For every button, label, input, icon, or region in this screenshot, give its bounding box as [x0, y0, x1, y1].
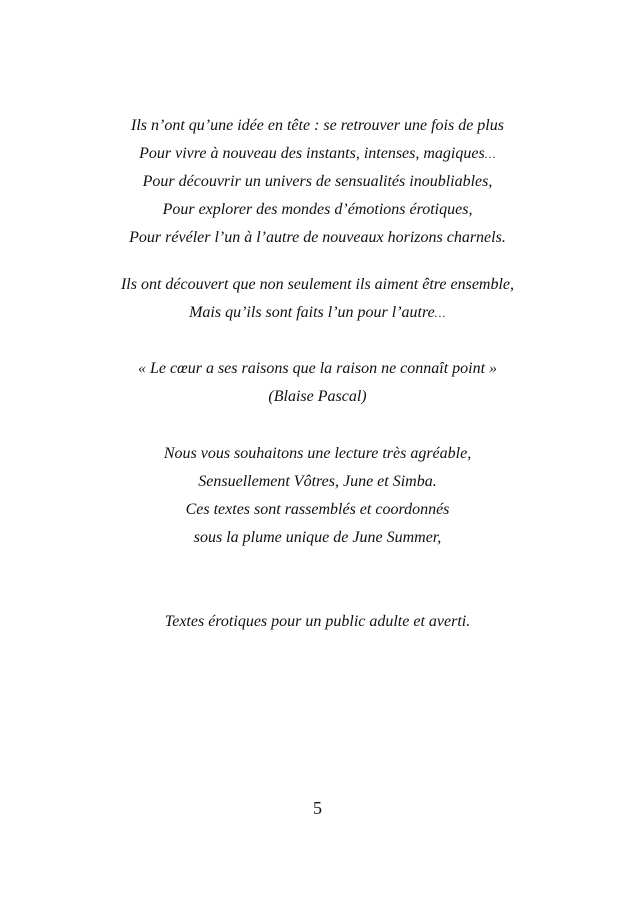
stanza2-line-2-text: Mais qu’ils sont faits l’un pour l’autre [189, 304, 435, 321]
stanza1-line-1: Ils n’ont qu’une idée en tête : se retrouver une fois de plus [131, 117, 504, 134]
ellipsis: … [434, 306, 446, 320]
page-number: 5 [313, 798, 322, 818]
stanza2-line-1: Ils ont découvert que non seulement ils aiment être ensemble, [120, 276, 515, 293]
stanza1-line-3: Pour découvrir un univers de sensualités inoubliables, [142, 173, 493, 190]
stanza1-line-5: Pour révéler l’un à l’autre de nouveaux horizons charnels. [129, 229, 506, 246]
closing-line-4: sous la plume unique de June Summer, [193, 529, 442, 546]
ellipsis: … [484, 147, 496, 161]
adult-warning: Textes érotiques pour un public adulte et averti. [164, 613, 471, 630]
stanza1-line-2 [0, 144, 635, 164]
stanza1-line-2-text: Pour vivre à nouveau des instants, intenses, magiques [139, 145, 485, 162]
quote-author: (Blaise Pascal) [268, 388, 367, 405]
closing-line-2: Sensuellement Vôtres, June et Simba. [198, 473, 437, 490]
closing-line-1: Nous vous souhaitons une lecture très agréable, [163, 445, 472, 462]
closing-line-3: Ces textes sont rassemblés et coordonnés [185, 501, 450, 518]
quote-text: « Le cœur a ses raisons que la raison ne connaît point » [137, 360, 498, 377]
stanza1-line-4: Pour explorer des mondes d’émotions érotiques, [162, 201, 473, 218]
stanza2-line-2 [0, 303, 635, 323]
